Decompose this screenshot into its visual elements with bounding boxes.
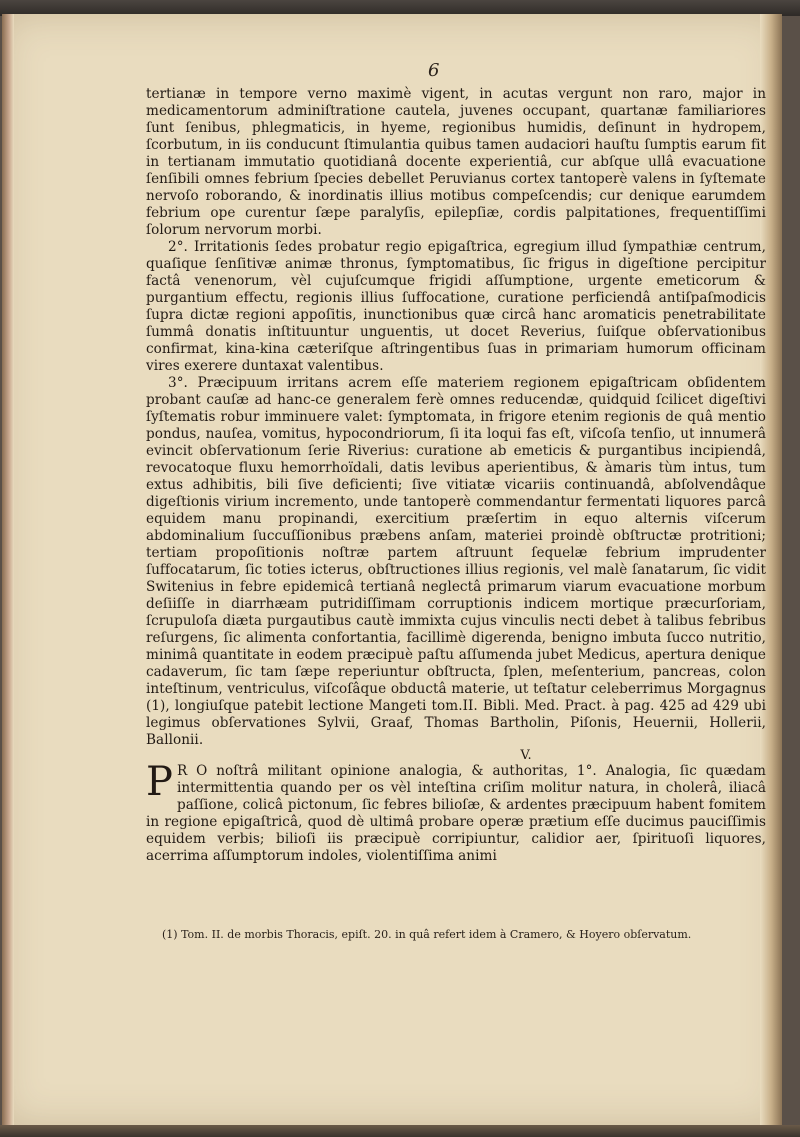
- section-paragraph: [146, 759, 766, 865]
- drop-cap: P: [146, 759, 173, 805]
- page-bottom-shadow: [0, 1125, 800, 1137]
- section-paragraph-text: R O noſtrâ militant opinione analogia, & authoritas, 1°. Analogia, ſic quædam intermittentia quando per os vèl inteſtina criſim molitur natura, in cholerâ, iliacâ paſſione, colicâ pictonum, ſic febres bilioſæ, & ardentes præcipuum habent fomitem in regione epigaſtricâ, quod dè ultimâ probare operæ prætium eſſe ducimus pauciſſimis equidem verbis; bilioſi iis præcipuè corripiuntur, calidior aer, ſpirituoſi liquores, acerrima aſſumptorum indoles, violentiſſima animi: [146, 763, 766, 864]
- paragraph-3: 3°. Præcipuum irritans acrem eſſe materiem regionem epigaſtricam obſidentem probant cauſæ ad hanc-ce generalem ferè omnes reducendæ, quidquid ſcilicet digeſtivi ſyſtematis robur imminuere valet: ſymptomata, in frigore etenim regionis de quâ mentio pondus, nauſea, vomitus, hypocondriorum, ſi ita loqui fas eſt, viſcoſa tenſio, ut innumerâ evincit obſervationum ſerie Riverius: curatione ab emeticis & purgantibus incipiendâ, revocatoque fluxu hemorrhoïdali, datis levibus aperientibus, & àmaris tùm intus, tum extus adhibitis, bili ſive deficienti; ſive vitiatæ vicariis continuandâ, abſolvendâque digeſtionis virium incremento, unde tantoperè commendantur fermentati liquores parcâ equidem manu propinandi, exercitium præſertim in equo alternis viſcerum abdominalium ſuccuſſionibus præbens anſam, materiei proindè obſtructæ protritioni; tertiam propoſitionis noſtræ partem aſtruunt ſequelæ febrium imprudenter ſuffocatarum, ſic toties icterus, obſtructiones illius regionis, vel malè ſanatarum, ſic vidit Switenius in febre epidemicâ tertianâ neglectâ primarum viarum evacuatione morbum deſiiſſe in diarrhæam putridiſſimam corruptionis indicem mortique præcurſoriam, ſcrupuloſa diæta purgautibus cautè immixta cujus vinculis necti debet à talibus febribus reſurgens, ſic alimenta confortantia, facillimè digerenda, benigno imbuta ſucco nutritio, minimâ quantitate in eodem præcipuè paſtu aſſumenda jubet Medicus, apertura denique cadaverum, ſic tam ſæpe reperiuntur obſtructa, ſplen, meſenterium, pancreas, colon inteſtinum, ventriculus, viſcoſâque obductâ materie, ut teſtatur celeberrimus Morgagnus (1), longiuſque patebit lectione Mangeti tom.II. Bibli. Med. Pract. à pag. 425 ad 429 ubi legimus obſervationes Sylvii, Graaf, Thomas Bartholin, Piſonis, Heuernii, Hollerii, Ballonii.: [146, 375, 766, 748]
- paragraph-2: 2°. Irritationis ſedes probatur regio epigaſtrica, egregium illud ſympathiæ centrum, quaſique ſenſitivæ animæ thronus, ſymptomatibus, ſic frigus in digeſtione percipitur factâ venenorum, vèl cujuſcumque frigidi aſſumptione, urgente emeticorum & purgantium effectu, regionis illius ſuffocatione, curatione perficiendâ antiſpaſmodicis ſupra dictæ regioni appoſitis, inunctionibus quæ circâ hanc aromaticis penetrabilitate ſummâ donatis inſtituuntur unguentis, ut docet Reverius, ſuiſque obſervationibus confirmat, kina-kina cæteriſque aſtringentibus ſuas in primariam humorum officinam vires exerere duntaxat valentibus.: [146, 239, 766, 374]
- body-text: [146, 86, 766, 865]
- page-number: 6: [428, 60, 440, 81]
- leaf-left-edge: [2, 14, 14, 1126]
- section-numeral: V.: [520, 748, 532, 763]
- paragraph-continuation: tertianæ in tempore verno maximè vigent, in acutas vergunt non raro, major in medicamentorum adminiſtratione cautela, juvenes occupant, quartanæ familiariores ſunt ſenibus, phlegmaticis, in hyeme, regionibus humidis, deſinunt in hydropem, ſcorbutum, in iis conducunt ſtimulantia quibus tamen audaciori hauſtu ſumptis earum fit in tertianam immutatio quotidianâ docente experientiâ, cur abſque ullâ evacuatione ſenſibili omnes febrium ſpecies debellet Peruvianus cortex tantoperè valens in ſyſtemate nervoſo roborando, & inordinatis illius motibus compeſcendis; cur denique earumdem febrium ope curentur ſæpe paralyſis, epilepſiæ, cordis palpitationes, frequentiſſimi ſolorum nervorum morbi.: [146, 86, 766, 238]
- footnote: (1) Tom. II. de morbis Thoracis, epiſt. 20. in quâ refert idem à Cramero, & Hoyero obſervatum.: [162, 928, 692, 941]
